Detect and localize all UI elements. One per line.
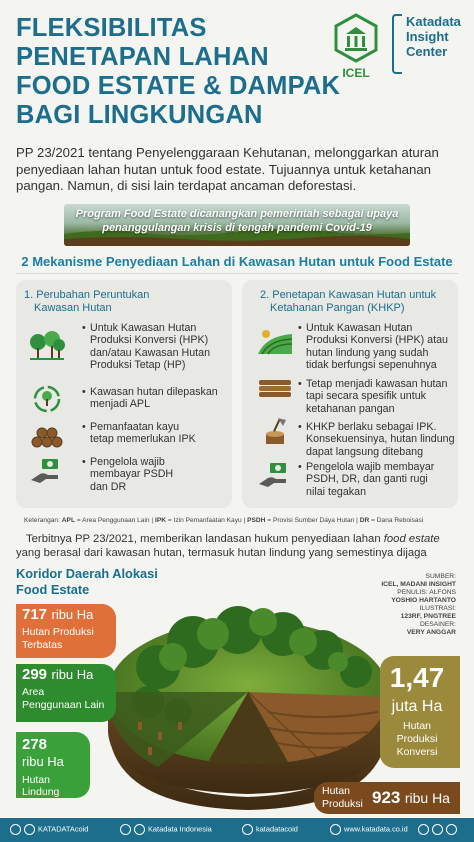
allocation-hl xyxy=(16,732,90,798)
wood-logs-icon xyxy=(28,420,66,450)
tree-recycle-icon xyxy=(28,384,66,414)
summary-line: Terbitnya PP 23/2021, memberikan landasan hukum penyediaan lahan food estate xyxy=(26,533,440,545)
allocation-unit: juta Ha xyxy=(391,698,443,715)
allocation-label: Produksi xyxy=(396,733,438,745)
legend-value: = Izin Pemanfaatan Kayu xyxy=(167,517,242,524)
koridor-line: Food Estate xyxy=(16,582,90,597)
logo-text: Center xyxy=(406,44,448,59)
list-item: • Untuk Kawasan Hutan Produksi Konversi (HPK) dan/atau Kawasan Hutan Produksi Tetap (HP) xyxy=(82,322,211,372)
item-line: Pemanfaatan kayu xyxy=(90,421,180,433)
banner-line: penanggulangan krisis di tengah pandemi Covid-19 xyxy=(102,221,372,234)
legend-key: IPK xyxy=(154,517,166,524)
allocation-label: Terbatas xyxy=(22,639,63,651)
allocation-label: Hutan Lindung xyxy=(22,774,60,798)
item-line: Produksi Tetap (HP) xyxy=(90,359,186,372)
intro-paragraph: PP 23/2021 tentang Penyelenggaraan Kehutanan, melonggarkan aturan penyediaan lahan hutan untuk food estate. Tujuannya untuk ketahanan pangan. Namun, di sisi lain terdapat ancaman deforestasi. xyxy=(16,145,439,193)
allocation-hp xyxy=(314,782,460,814)
allocation-unit: ribu Ha xyxy=(51,607,94,622)
section-title: 2 Mekanisme Penyediaan Lahan di Kawasan Hutan untuk Food Estate xyxy=(21,254,453,269)
item-line: tidak berfungsi sepenuhnya xyxy=(306,359,437,372)
item-line: membayar PSDH xyxy=(90,468,174,481)
allocation-unit: ribu Ha xyxy=(51,667,94,682)
allocation-value: 717 xyxy=(22,606,48,623)
card-title-line: 2. Penetapan Kawasan Hutan untuk xyxy=(260,289,437,301)
allocation-label: Area xyxy=(22,686,45,698)
allocation-value: 278 xyxy=(22,736,48,753)
footer-instagram[interactable]: katadatacoid xyxy=(242,824,298,835)
list-item: • Tetap menjadi kawasan hutan tapi secara spesifik untuk ketahanan pangan xyxy=(298,378,448,415)
icel-logo xyxy=(328,12,384,82)
legend-value: = Area Penggunaan Lain xyxy=(76,517,150,524)
icel-emblem-icon xyxy=(328,12,384,64)
item-line: KHKP berlaku sebagai IPK. xyxy=(306,421,437,433)
katadata-logo xyxy=(392,14,470,76)
legend-key: DR xyxy=(359,517,370,524)
item-line: Pengelola wajib membayar xyxy=(306,461,435,473)
summary-line: yang berasal dari kawasan hutan, termasuk hutan lindung yang semestinya dijaga xyxy=(16,547,427,559)
item-line: Untuk Kawasan Hutan xyxy=(90,322,197,334)
item-line: Untuk Kawasan Hutan xyxy=(306,322,413,334)
legend-value: = Dana Reboisasi xyxy=(371,517,424,524)
credits: SUMBER: ICEL, MADANI INSIGHT PENULIS: ALFONS YOSHIO HARTANTO ILUSTRASI: 123RF, PNGTREE DESAINER: VERY ANGGAR xyxy=(381,573,456,636)
list-item: • KHKP berlaku sebagai IPK. Konsekuensinya, hutan lindung dapat langsung ditebang xyxy=(298,421,455,458)
farm-field-icon xyxy=(256,326,294,356)
allocation-value: 1,47 xyxy=(389,662,445,693)
footer-twitter[interactable]: KATADATAcoid xyxy=(10,824,88,835)
title-line: FLEKSIBILITAS xyxy=(16,14,207,42)
allocation-label: Penggunaan Lain xyxy=(22,699,105,711)
money-hand-icon xyxy=(28,456,66,486)
allocation-hpk xyxy=(380,656,460,768)
divider xyxy=(16,273,458,274)
title-line: FOOD ESTATE & DAMPAK xyxy=(16,72,341,100)
item-line: tapi secara spesifik untuk xyxy=(306,390,426,403)
allocation-unit: ribu Ha xyxy=(404,790,450,806)
money-hand-icon xyxy=(256,460,294,490)
banner-line: Program Food Estate dicanangkan pemerintah sebagai upaya xyxy=(75,208,399,220)
card-title xyxy=(260,289,436,315)
allocation-label: Hutan xyxy=(322,785,351,797)
card-title-line: Kawasan Hutan xyxy=(34,302,112,314)
allocation-hpt xyxy=(16,604,116,658)
list-item: • Untuk Kawasan Hutan Produksi Konversi (HPK) atau hutan lindung yang sudah tidak berfungsi sepenuhnya xyxy=(298,322,448,372)
cc-icon xyxy=(418,824,429,835)
list-item: • Kawasan hutan dilepaskan menjadi APL xyxy=(82,386,218,411)
axe-stump-icon xyxy=(256,416,294,446)
item-line: tetap memerlukan IPK xyxy=(90,433,196,446)
item-line: PSDH, DR, dan ganti rugi xyxy=(306,473,428,486)
allocation-unit: ribu Ha xyxy=(22,754,64,769)
title-line: BAGI LINGKUNGAN xyxy=(16,101,263,129)
item-line: menjadi APL xyxy=(90,398,151,411)
mechanism-card-1 xyxy=(16,280,232,508)
item-line: nilai tegakan xyxy=(306,485,367,498)
card-title-line: 1. Perubahan Peruntukan xyxy=(24,289,150,301)
land-illustration xyxy=(88,572,408,812)
allocation-value: 923 xyxy=(372,788,401,807)
item-line: hutan lindung yang sudah xyxy=(306,346,429,359)
item-line: Konsekuensinya, hutan lindung xyxy=(306,433,455,446)
item-line: ketahanan pangan xyxy=(306,402,395,415)
item-line: Produksi Konversi (HPK) atau xyxy=(306,334,448,347)
noncommercial-icon xyxy=(446,824,457,835)
covid-banner xyxy=(64,204,410,246)
footer-facebook[interactable]: Katadata Indonesia xyxy=(120,824,212,835)
youtube-icon xyxy=(134,824,145,835)
item-line: Kawasan hutan dilepaskan xyxy=(90,386,218,398)
legend-value: = Provisi Sumber Daya Hutan xyxy=(267,517,355,524)
twitter-icon xyxy=(10,824,21,835)
legend: Keterangan: APL = Area Penggunaan Lain | IPK = Izin Pemanfaatan Kayu | PSDH = Provisi Sumber Daya Hutan | DR = Dana Reboisasi xyxy=(24,517,424,524)
facebook-icon xyxy=(120,824,131,835)
allocation-label: Hutan Produksi xyxy=(22,626,94,638)
allocation-label: Produksi xyxy=(322,798,363,810)
allocation-label: Konversi xyxy=(396,746,438,758)
globe-icon xyxy=(330,824,341,835)
footer-bar xyxy=(0,818,474,842)
linkedin-icon xyxy=(24,824,35,835)
item-line: Tetap menjadi kawasan hutan xyxy=(306,378,448,390)
legend-key: APL xyxy=(61,517,75,524)
summary-text xyxy=(16,532,466,560)
instagram-icon xyxy=(242,824,253,835)
list-item: • Pengelola wajib membayar PSDH dan DR xyxy=(82,456,174,493)
allocation-value: 299 xyxy=(22,666,48,683)
legend-prefix: Keterangan: xyxy=(24,517,60,524)
banner-text xyxy=(64,208,410,235)
icel-label: ICEL xyxy=(342,66,370,80)
item-line: Pengelola wajib xyxy=(90,456,165,468)
list-item: • Pengelola wajib membayar PSDH, DR, dan ganti rugi nilai tegakan xyxy=(298,461,435,498)
page-title xyxy=(16,14,341,130)
forest-trees-icon xyxy=(28,330,66,360)
logo-text: Katadata xyxy=(406,14,461,29)
logo-bracket xyxy=(392,14,402,74)
item-line: dapat langsung ditebang xyxy=(306,445,424,458)
mechanism-card-2 xyxy=(242,280,458,508)
footer-web[interactable]: www.katadata.co.id xyxy=(330,824,408,835)
card-title xyxy=(24,289,149,315)
allocation-apl xyxy=(16,664,116,722)
item-line: dan DR xyxy=(90,480,127,493)
attribution-icon xyxy=(432,824,443,835)
sawmill-logs-icon xyxy=(256,372,294,402)
footer-license xyxy=(418,824,460,835)
item-line: dan/atau Kawasan Hutan xyxy=(90,346,211,359)
allocation-label: Hutan xyxy=(402,720,432,732)
card-title-line: Ketahanan Pangan (KHKP) xyxy=(270,302,405,314)
logo-text: Insight xyxy=(406,29,449,44)
item-line: Produksi Konversi (HPK) xyxy=(90,334,209,347)
title-line: PENETAPAN LAHAN xyxy=(16,43,269,71)
koridor-line: Koridor Daerah Alokasi xyxy=(16,566,158,581)
legend-key: PSDH xyxy=(247,517,266,524)
list-item: • Pemanfaatan kayu tetap memerlukan IPK xyxy=(82,421,196,446)
